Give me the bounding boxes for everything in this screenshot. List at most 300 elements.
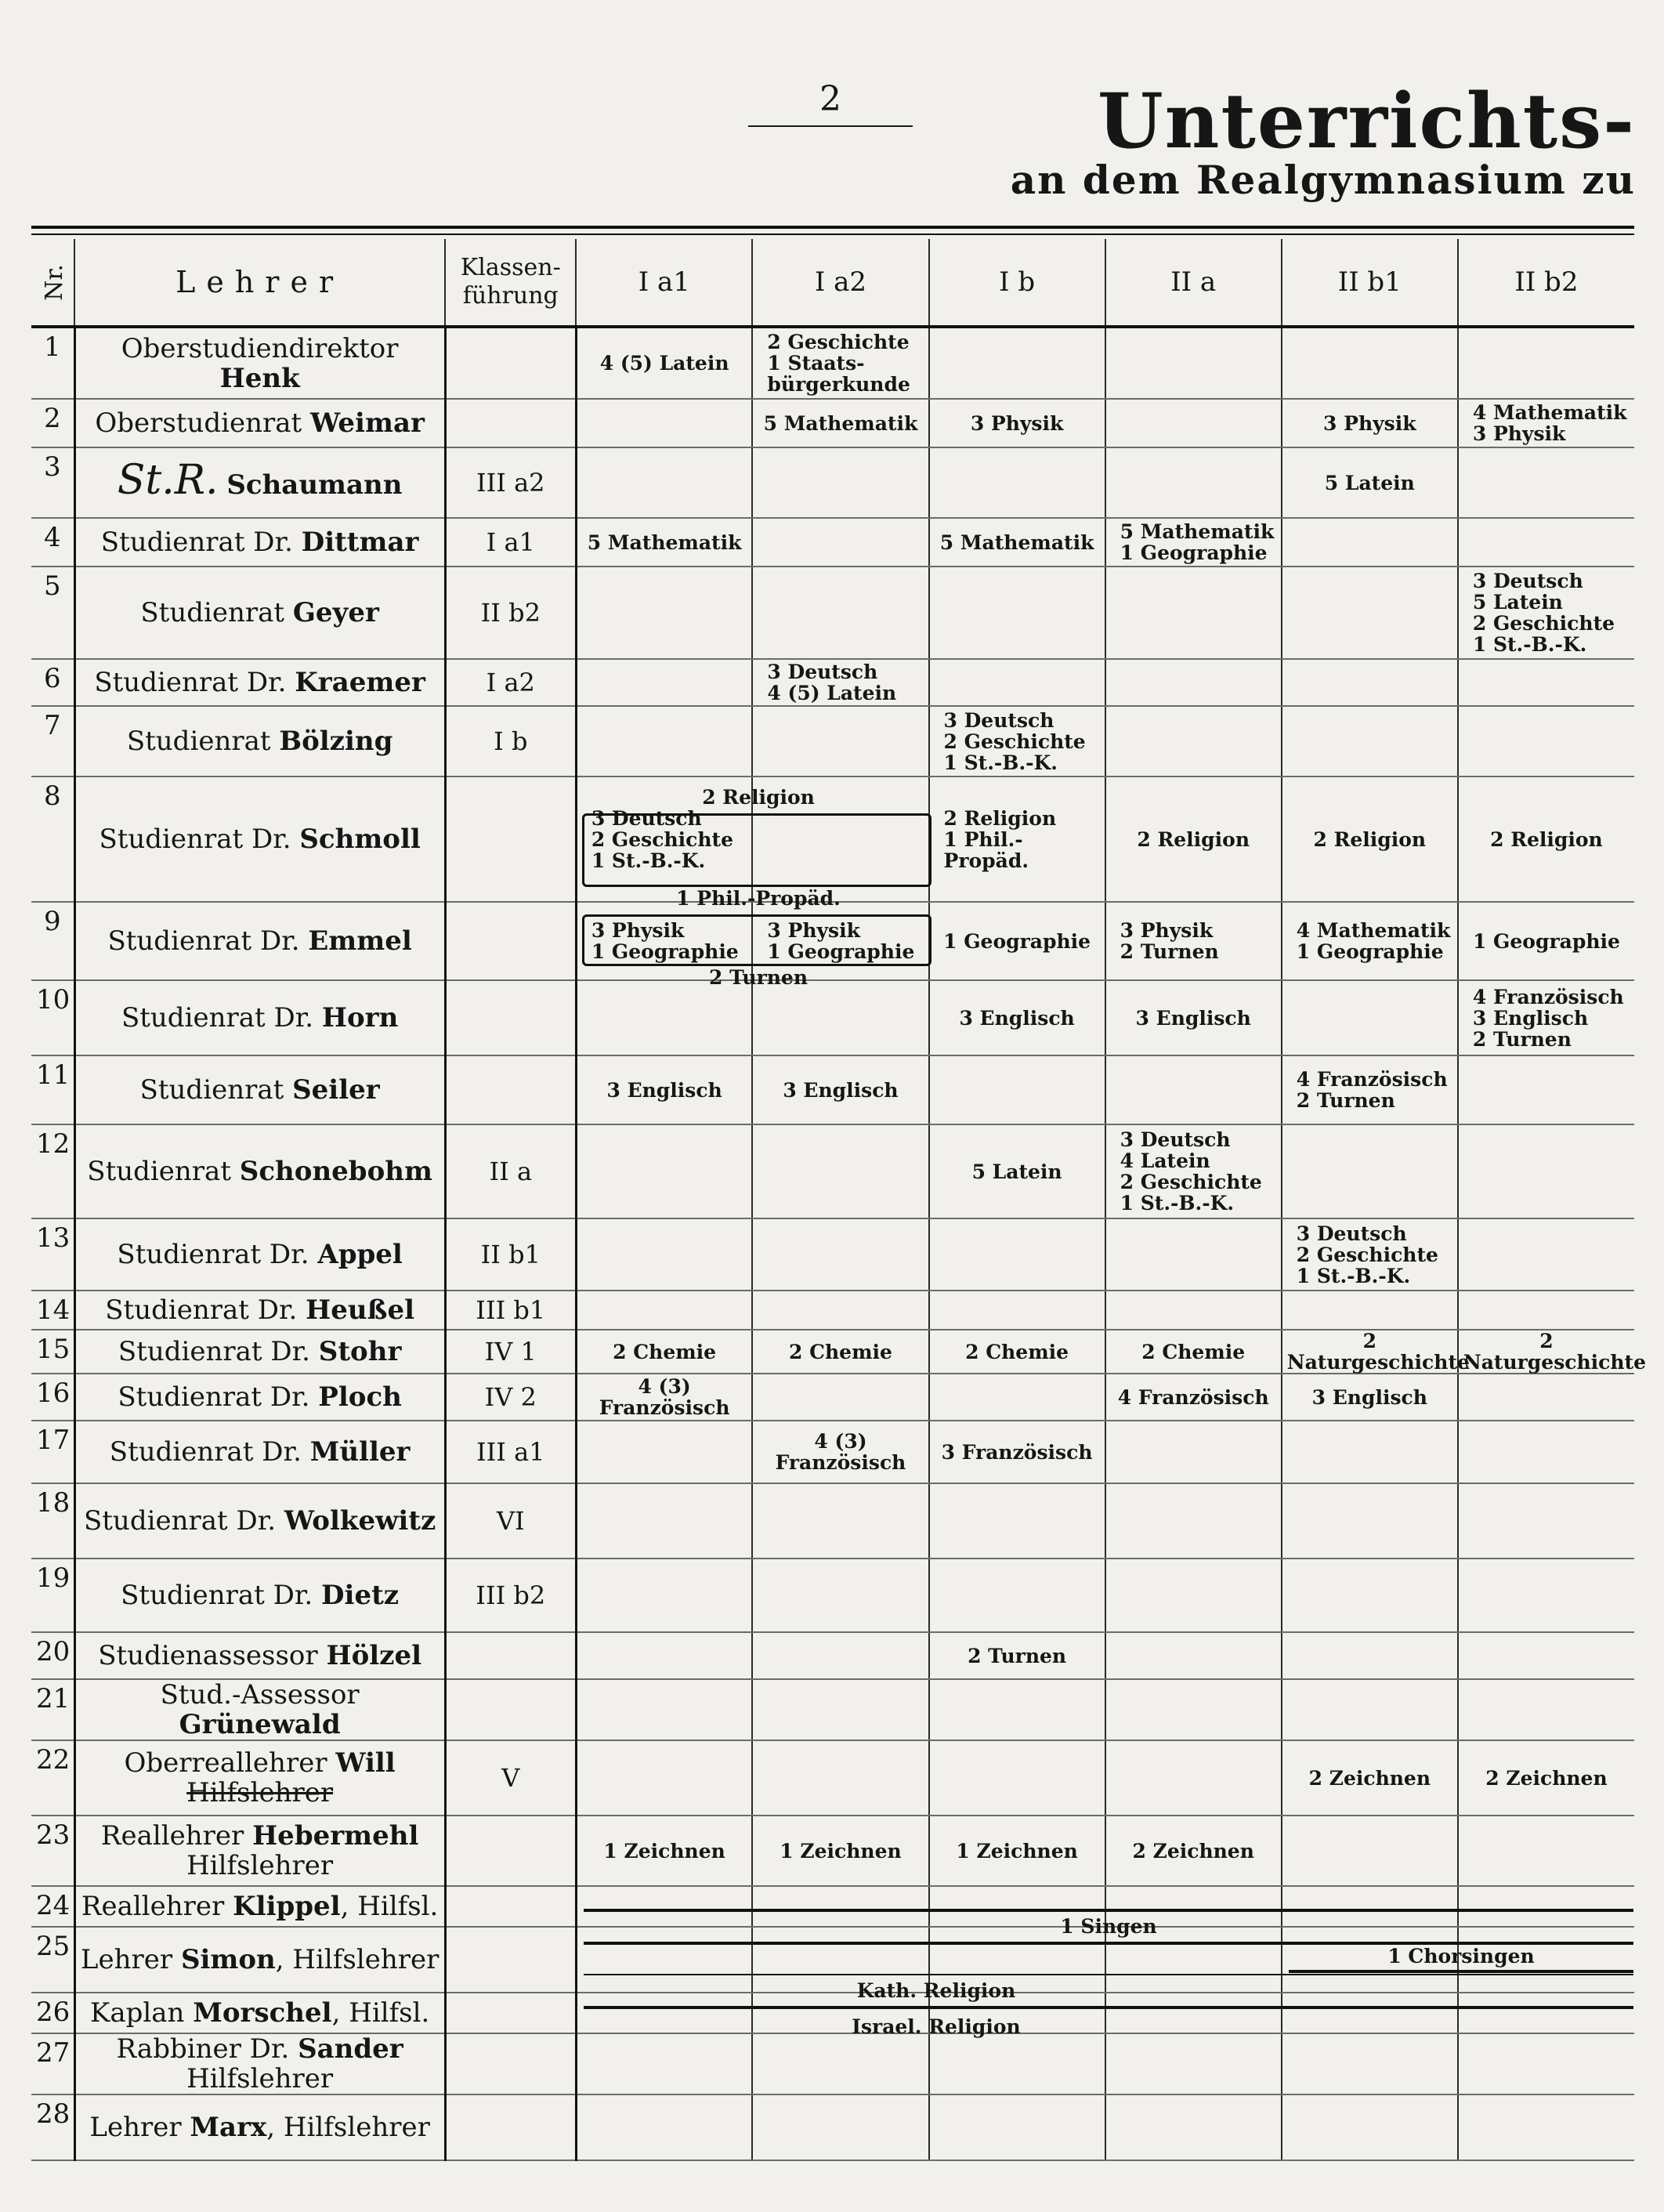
- table-row: [31, 980, 1634, 1055]
- teacher-suffix: , Hilfsl.: [331, 1997, 430, 2029]
- teacher-title: Studienrat Dr.: [121, 1002, 314, 1034]
- row-number: 16: [31, 1374, 74, 1421]
- teacher-title: Studienrat Dr.: [107, 925, 300, 957]
- lesson-cell-ia2: [752, 1124, 928, 1218]
- lesson-cell-ib: 5 Mathematik: [929, 518, 1105, 567]
- lesson-cell-ib: 3 Französisch: [929, 1421, 1105, 1483]
- table-row: [31, 706, 1634, 777]
- teacher-surname: Geyer: [292, 597, 379, 628]
- teacher-struck-role: Hilfslehrer: [186, 1777, 334, 1808]
- row-number: 9: [31, 902, 74, 980]
- row-number: 25: [31, 1927, 74, 1993]
- class-lead-cell: I a1: [445, 518, 576, 567]
- lesson-cell-iib2: [1458, 327, 1634, 399]
- lesson-cell-iib2: [1458, 1291, 1634, 1330]
- header-class-ia2: I a2: [752, 239, 928, 327]
- lesson-cell-ia1: [576, 447, 752, 518]
- lesson-cell-ia1: [576, 1559, 752, 1632]
- teacher-name-cell: [74, 1993, 445, 2033]
- teacher-surname: Heußel: [306, 1294, 414, 1326]
- lesson-cell-ib: 2 Chemie: [929, 1330, 1105, 1374]
- lesson-cell-iib1: [1282, 1993, 1458, 2033]
- lesson-cell-ia1: [576, 1124, 752, 1218]
- lesson-cell-ia2: [752, 567, 928, 659]
- header-rule-thick: [31, 226, 1634, 229]
- teacher-title: Studienrat: [87, 1156, 231, 1187]
- lesson-cell-iib2: [1458, 1374, 1634, 1421]
- lesson-cell-iia: [1105, 1632, 1282, 1679]
- lesson-cell-iib1: 4 Mathematik 1 Geographie: [1282, 902, 1458, 980]
- lesson-cell-ia2: [752, 1374, 928, 1421]
- teacher-name-cell: [74, 567, 445, 659]
- header-nr: Nr.: [31, 239, 74, 327]
- teacher-title: Studienrat Dr.: [121, 1580, 313, 1611]
- lesson-cell-iib2: [1458, 706, 1634, 777]
- span-religion-ia: 2 Religion: [702, 786, 815, 809]
- band-chorsingen: 1 Chorsingen: [1387, 1945, 1535, 1968]
- page-number: 2: [819, 79, 841, 119]
- row-number: 17: [31, 1421, 74, 1483]
- teacher-title: Rabbiner Dr.: [116, 2033, 290, 2065]
- lesson-cell-ia1: [576, 1421, 752, 1483]
- lesson-cell-iia: [1105, 399, 1282, 447]
- teacher-name-cell: [74, 1816, 445, 1886]
- teacher-title: Studienrat Dr.: [118, 1336, 310, 1367]
- lesson-cell-iib2: 2 Religion: [1458, 777, 1634, 902]
- teacher-title: Studienrat: [139, 1074, 284, 1106]
- lesson-cell-ia2: 3 Deutsch 4 (5) Latein: [752, 659, 928, 706]
- lesson-cell-iib2: [1458, 1559, 1634, 1632]
- teacher-title: Studienassessor: [98, 1640, 318, 1671]
- lesson-cell-ib: 2 Religion 1 Phil.-Propäd.: [929, 777, 1105, 902]
- teacher-name-cell: [74, 1291, 445, 1330]
- lesson-cell-ib: [929, 1483, 1105, 1559]
- span-propaed-ia: 1 Phil.-Propäd.: [676, 887, 841, 910]
- lesson-cell-ia1: [576, 1218, 752, 1291]
- teacher-name-cell: [74, 327, 445, 399]
- table-row: [31, 1291, 1634, 1330]
- lesson-cell-ib: [929, 1374, 1105, 1421]
- lesson-cell-ib: [929, 327, 1105, 399]
- lesson-cell-iia: 2 Religion: [1105, 777, 1282, 902]
- table-row: [31, 1055, 1634, 1124]
- lesson-cell-ia2: 2 Geschichte 1 Staats- bürgerkunde: [752, 327, 928, 399]
- page-subtitle: an dem Realgymnasium zu: [1010, 157, 1636, 203]
- teacher-surname: Ploch: [318, 1381, 402, 1413]
- lesson-cell-iia: 3 Englisch: [1105, 980, 1282, 1055]
- band-israel-religion: Israel. Religion: [852, 2015, 1021, 2038]
- header-class-iib1: II b1: [1282, 239, 1458, 327]
- teacher-surname: Hölzel: [326, 1640, 422, 1671]
- teacher-surname: Wolkewitz: [284, 1505, 436, 1537]
- lesson-cell-ia2: [752, 1559, 928, 1632]
- teacher-surname: Schonebohm: [239, 1156, 432, 1187]
- header-class-iib2: II b2: [1458, 239, 1634, 327]
- teacher-name-cell: [74, 980, 445, 1055]
- row-number: 15: [31, 1330, 74, 1374]
- teacher-surname: Appel: [317, 1239, 403, 1270]
- row-number: 27: [31, 2033, 74, 2094]
- span-turnen-ia: 2 Turnen: [708, 966, 808, 989]
- teacher-name-cell: [74, 399, 445, 447]
- table-row: [31, 1559, 1634, 1632]
- teacher-name-cell: [74, 1927, 445, 1993]
- row-number: 1: [31, 327, 74, 399]
- teacher-surname: Marx: [190, 2112, 267, 2143]
- teacher-title: Studienrat: [140, 597, 285, 628]
- table-row: [31, 567, 1634, 659]
- row-number: 20: [31, 1632, 74, 1679]
- lesson-cell-iib2: [1458, 1055, 1634, 1124]
- teacher-title: Lehrer: [80, 1944, 173, 1975]
- teacher-title: Kaplan: [89, 1997, 185, 2029]
- row-number: 24: [31, 1886, 74, 1927]
- lesson-cell-iib1: [1282, 1124, 1458, 1218]
- lesson-cell-iib2: 2 Naturgeschichte: [1458, 1330, 1634, 1374]
- lesson-cell-ia1: 3 Englisch: [576, 1055, 752, 1124]
- lesson-cell-ia1: [576, 1679, 752, 1740]
- row-number: 23: [31, 1816, 74, 1886]
- lesson-cell-ib: [929, 1291, 1105, 1330]
- teacher-name-cell: [74, 1330, 445, 1374]
- class-lead-cell: [445, 399, 576, 447]
- band-rule-kath-bottom: [584, 2006, 1633, 2009]
- row-number: 5: [31, 567, 74, 659]
- teacher-surname: Dietz: [321, 1580, 400, 1611]
- class-lead-cell: [445, 2094, 576, 2160]
- teacher-name-cell: [74, 1679, 445, 1740]
- teacher-name-cell: [74, 1559, 445, 1632]
- row-number: 18: [31, 1483, 74, 1559]
- lesson-cell-iib1: [1282, 1816, 1458, 1886]
- teacher-role-line: Hilfslehrer: [186, 2063, 334, 2094]
- lesson-cell-ia1: [576, 980, 752, 1055]
- header-class-iia: II a: [1105, 239, 1282, 327]
- table-row: [31, 1740, 1634, 1816]
- lesson-cell-iib1: [1282, 2033, 1458, 2094]
- lesson-cell-ia2: 4 (3) Französisch: [752, 1421, 928, 1483]
- teacher-surname: Will: [335, 1747, 396, 1779]
- table-row: [31, 447, 1634, 518]
- lesson-cell-iib2: [1458, 1483, 1634, 1559]
- class-lead-cell: [445, 1632, 576, 1679]
- lesson-cell-ia2: 5 Mathematik: [752, 399, 928, 447]
- lesson-cell-ia2: [752, 706, 928, 777]
- lesson-cell-iia: [1105, 1291, 1282, 1330]
- row-number: 26: [31, 1993, 74, 2033]
- teacher-name-cell: [74, 1374, 445, 1421]
- lesson-cell-ia2: [752, 2033, 928, 2094]
- lesson-cell-iib1: [1282, 2094, 1458, 2160]
- teacher-title: Studienrat Dr.: [99, 824, 291, 855]
- class-lead-cell: [445, 1927, 576, 1993]
- lesson-cell-iib2: 3 Deutsch 5 Latein 2 Geschichte 1 St.-B.-K.: [1458, 567, 1634, 659]
- lesson-cell-ia1: [576, 1483, 752, 1559]
- lesson-cell-ia1: [576, 1291, 752, 1330]
- lesson-cell-iib1: 2 Naturgeschichte: [1282, 1330, 1458, 1374]
- lesson-cell-ia2: 1 Zeichnen: [752, 1816, 928, 1886]
- table-row: [31, 1816, 1634, 1886]
- lesson-cell-iib1: [1282, 1483, 1458, 1559]
- teacher-surname: Schaumann: [226, 469, 403, 501]
- lesson-cell-iib1: [1282, 1632, 1458, 1679]
- class-lead-cell: [445, 1886, 576, 1927]
- row-number: 11: [31, 1055, 74, 1124]
- class-lead-cell: II b1: [445, 1218, 576, 1291]
- class-lead-cell: [445, 1679, 576, 1740]
- teacher-title: Oberreallehrer: [124, 1747, 327, 1779]
- teacher-surname: Müller: [309, 1436, 411, 1468]
- lesson-cell-ib: [929, 1055, 1105, 1124]
- table-row: [31, 399, 1634, 447]
- lesson-cell-ib: 5 Latein: [929, 1124, 1105, 1218]
- bracket-ia-row9: [582, 914, 931, 966]
- bracket-ia-row8: [582, 813, 931, 887]
- table-row: [31, 2094, 1634, 2160]
- teacher-title: Reallehrer: [81, 1891, 225, 1922]
- header-row: [31, 239, 1634, 327]
- band-kath-religion: Kath. Religion: [856, 1979, 1016, 2002]
- lesson-cell-ia2: 3 Englisch: [752, 1055, 928, 1124]
- row-number: 21: [31, 1679, 74, 1740]
- class-lead-cell: [445, 980, 576, 1055]
- teacher-name-cell: [74, 1632, 445, 1679]
- lesson-cell-ia2: [752, 1218, 928, 1291]
- teacher-name-cell: [74, 1886, 445, 1927]
- band-rule-kath-top: [584, 1974, 1633, 1975]
- teacher-title: Reallehrer: [100, 1820, 244, 1852]
- lesson-cell-ia1: [576, 2033, 752, 2094]
- row-number: 8: [31, 777, 74, 902]
- lesson-cell-iib1: 3 Englisch: [1282, 1374, 1458, 1421]
- header-rule-thin: [31, 234, 1634, 235]
- lesson-cell-iia: [1105, 447, 1282, 518]
- teacher-title: St.R.: [117, 457, 219, 504]
- lesson-cell-iib2: [1458, 1816, 1634, 1886]
- lesson-cell-iib1: 4 Französisch 2 Turnen: [1282, 1055, 1458, 1124]
- teacher-name-cell: [74, 1740, 445, 1816]
- lesson-cell-iia: [1105, 2094, 1282, 2160]
- lesson-cell-ib: [929, 1740, 1105, 1816]
- lesson-cell-ia1: 3 Deutsch 2 Geschichte 1 St.-B.-K.: [576, 777, 752, 902]
- class-lead-cell: [445, 2033, 576, 2094]
- lesson-cell-ia1: 5 Mathematik: [576, 518, 752, 567]
- class-lead-cell: VI: [445, 1483, 576, 1559]
- lesson-cell-ib: [929, 447, 1105, 518]
- lesson-cell-iib1: 2 Zeichnen: [1282, 1740, 1458, 1816]
- table-row: [31, 1124, 1634, 1218]
- row-number: 22: [31, 1740, 74, 1816]
- lesson-cell-ia2: [752, 1679, 928, 1740]
- teacher-title: Studienrat Dr.: [109, 1436, 302, 1468]
- teacher-name-cell: [74, 1055, 445, 1124]
- lesson-cell-ia2: 3 Physik 1 Geographie: [752, 902, 928, 980]
- teacher-title: Studienrat Dr.: [94, 667, 287, 698]
- teacher-name-cell: [74, 518, 445, 567]
- row-number: 7: [31, 706, 74, 777]
- lesson-cell-ia1: [576, 1632, 752, 1679]
- teacher-title: Oberstudienrat: [95, 407, 302, 439]
- lesson-cell-ia1: [576, 399, 752, 447]
- lesson-cell-iib2: [1458, 1679, 1634, 1740]
- teacher-title: Studienrat Dr.: [83, 1505, 277, 1537]
- class-lead-cell: [445, 1993, 576, 2033]
- lesson-cell-iia: [1105, 567, 1282, 659]
- lesson-cell-ia1: 4 (5) Latein: [576, 327, 752, 399]
- class-lead-cell: IV 1: [445, 1330, 576, 1374]
- lesson-cell-ia1: [576, 567, 752, 659]
- lesson-cell-iia: [1105, 659, 1282, 706]
- lesson-cell-iia: [1105, 1218, 1282, 1291]
- lesson-cell-iib1: [1282, 1421, 1458, 1483]
- lesson-cell-iia: [1105, 1483, 1282, 1559]
- lesson-cell-iia: [1105, 2033, 1282, 2094]
- lesson-cell-iib2: [1458, 2033, 1634, 2094]
- row-number: 14: [31, 1291, 74, 1330]
- lesson-cell-iia: [1105, 1421, 1282, 1483]
- table-row: [31, 1330, 1634, 1374]
- header-class-lead: Klassen- führung: [445, 239, 576, 327]
- lesson-cell-ib: [929, 1218, 1105, 1291]
- band-rule-chorsingen: [1289, 1970, 1633, 1973]
- lesson-cell-ia1: [576, 659, 752, 706]
- class-lead-cell: II b2: [445, 567, 576, 659]
- lesson-cell-ib: 1 Zeichnen: [929, 1816, 1105, 1886]
- row-number: 4: [31, 518, 74, 567]
- teacher-name-cell: [74, 706, 445, 777]
- lesson-cell-ib: [929, 2094, 1105, 2160]
- teacher-surname: Horn: [321, 1002, 399, 1034]
- teacher-name-cell: [74, 447, 445, 518]
- class-lead-cell: [445, 902, 576, 980]
- lesson-cell-iib2: 2 Zeichnen: [1458, 1740, 1634, 1816]
- teacher-name-cell: [74, 1124, 445, 1218]
- lesson-cell-iib1: [1282, 706, 1458, 777]
- lesson-cell-iib1: [1282, 1679, 1458, 1740]
- class-lead-cell: II a: [445, 1124, 576, 1218]
- lesson-cell-iia: [1105, 1740, 1282, 1816]
- lesson-cell-ia1: 3 Physik 1 Geographie: [576, 902, 752, 980]
- lesson-cell-ia2: [752, 447, 928, 518]
- teacher-surname: Hebermehl: [252, 1820, 419, 1852]
- teacher-title: Studienrat Dr.: [105, 1294, 298, 1326]
- lesson-cell-iib2: [1458, 1632, 1634, 1679]
- lesson-cell-ia2: [752, 2094, 928, 2160]
- teacher-name-cell: [74, 777, 445, 902]
- teacher-surname: Schmoll: [299, 824, 421, 855]
- teacher-surname: Grünewald: [179, 1709, 341, 1740]
- table-row: [31, 1679, 1634, 1740]
- lesson-cell-iib2: 4 Mathematik 3 Physik: [1458, 399, 1634, 447]
- lesson-cell-ia1: [576, 2094, 752, 2160]
- lesson-cell-ia2: 2 Chemie: [752, 1330, 928, 1374]
- band-singen: 1 Singen: [1060, 1915, 1157, 1938]
- lesson-cell-iib1: [1282, 659, 1458, 706]
- lesson-cell-ib: 1 Geographie: [929, 902, 1105, 980]
- class-lead-cell: III a2: [445, 447, 576, 518]
- lesson-cell-iia: 5 Mathematik 1 Geographie: [1105, 518, 1282, 567]
- row-number: 10: [31, 980, 74, 1055]
- lesson-cell-iia: 2 Zeichnen: [1105, 1816, 1282, 1886]
- lesson-cell-ia1: [576, 706, 752, 777]
- teacher-surname: Dittmar: [301, 527, 419, 558]
- lesson-cell-iib1: [1282, 980, 1458, 1055]
- table-row: [31, 518, 1634, 567]
- teacher-role-line: Hilfslehrer: [186, 1850, 334, 1881]
- teacher-surname: Emmel: [308, 925, 412, 957]
- lesson-cell-iib2: 4 Französisch 3 Englisch 2 Turnen: [1458, 980, 1634, 1055]
- teacher-surname: Seiler: [292, 1074, 380, 1106]
- lesson-cell-iib2: [1458, 1124, 1634, 1218]
- lesson-cell-ia1: 2 Chemie: [576, 1330, 752, 1374]
- lesson-cell-iib2: [1458, 1218, 1634, 1291]
- class-lead-cell: [445, 1816, 576, 1886]
- class-lead-cell: III a1: [445, 1421, 576, 1483]
- lesson-cell-iia: [1105, 327, 1282, 399]
- lesson-cell-iia: 3 Deutsch 4 Latein 2 Geschichte 1 St.-B.-K.: [1105, 1124, 1282, 1218]
- lesson-cell-iib2: [1458, 1421, 1634, 1483]
- row-number: 19: [31, 1559, 74, 1632]
- lesson-cell-ib: 3 Physik: [929, 399, 1105, 447]
- lesson-cell-iib1: 2 Religion: [1282, 777, 1458, 902]
- lesson-cell-iib1: [1282, 567, 1458, 659]
- lesson-cell-ib: 3 Englisch: [929, 980, 1105, 1055]
- lesson-cell-iia: [1105, 1559, 1282, 1632]
- teacher-title: Lehrer: [89, 2112, 182, 2143]
- table-row: [31, 1218, 1634, 1291]
- teacher-name-cell: [74, 1483, 445, 1559]
- table-row: [31, 2033, 1634, 2094]
- band-rule-singen-top: [584, 1909, 1633, 1912]
- lesson-cell-ia2: [752, 980, 928, 1055]
- lesson-cell-iib2: [1458, 518, 1634, 567]
- lesson-cell-iia: 2 Chemie: [1105, 1330, 1282, 1374]
- lesson-cell-ib: 3 Deutsch 2 Geschichte 1 St.-B.-K.: [929, 706, 1105, 777]
- lesson-cell-iia: [1105, 706, 1282, 777]
- teacher-title: Oberstudiendirektor: [121, 332, 399, 364]
- class-lead-cell: I b: [445, 706, 576, 777]
- teaching-schedule-table: [31, 239, 1647, 2161]
- lesson-cell-ib: [929, 2033, 1105, 2094]
- lesson-cell-iib1: [1282, 1291, 1458, 1330]
- lesson-cell-ia2: [752, 1740, 928, 1816]
- lesson-cell-ia2: [752, 1632, 928, 1679]
- teacher-surname: Klippel: [233, 1891, 341, 1922]
- class-lead-cell: III b2: [445, 1559, 576, 1632]
- teacher-surname: Weimar: [310, 407, 425, 439]
- class-lead-cell: V: [445, 1740, 576, 1816]
- header-class-ib: I b: [929, 239, 1105, 327]
- lesson-cell-iia: [1105, 1055, 1282, 1124]
- lesson-cell-iib2: 1 Geographie: [1458, 902, 1634, 980]
- lesson-cell-iib1: 5 Latein: [1282, 447, 1458, 518]
- teacher-title: Studienrat Dr.: [100, 527, 293, 558]
- teacher-surname: Bölzing: [279, 726, 393, 757]
- lesson-cell-iib2: [1458, 1993, 1634, 2033]
- row-number: 28: [31, 2094, 74, 2160]
- lesson-cell-iib1: 3 Deutsch 2 Geschichte 1 St.-B.-K.: [1282, 1218, 1458, 1291]
- lesson-cell-ib: [929, 567, 1105, 659]
- table-row: [31, 1632, 1634, 1679]
- lesson-cell-ia1: 1 Zeichnen: [576, 1816, 752, 1886]
- lesson-cell-ib: 2 Turnen: [929, 1632, 1105, 1679]
- teacher-suffix: , Hilfsl.: [340, 1891, 439, 1922]
- page-number-rule: [748, 125, 913, 127]
- table-row: [31, 327, 1634, 399]
- row-number: 3: [31, 447, 74, 518]
- teacher-surname: Henk: [219, 362, 300, 394]
- page-title: Unterrichts-: [1097, 77, 1636, 165]
